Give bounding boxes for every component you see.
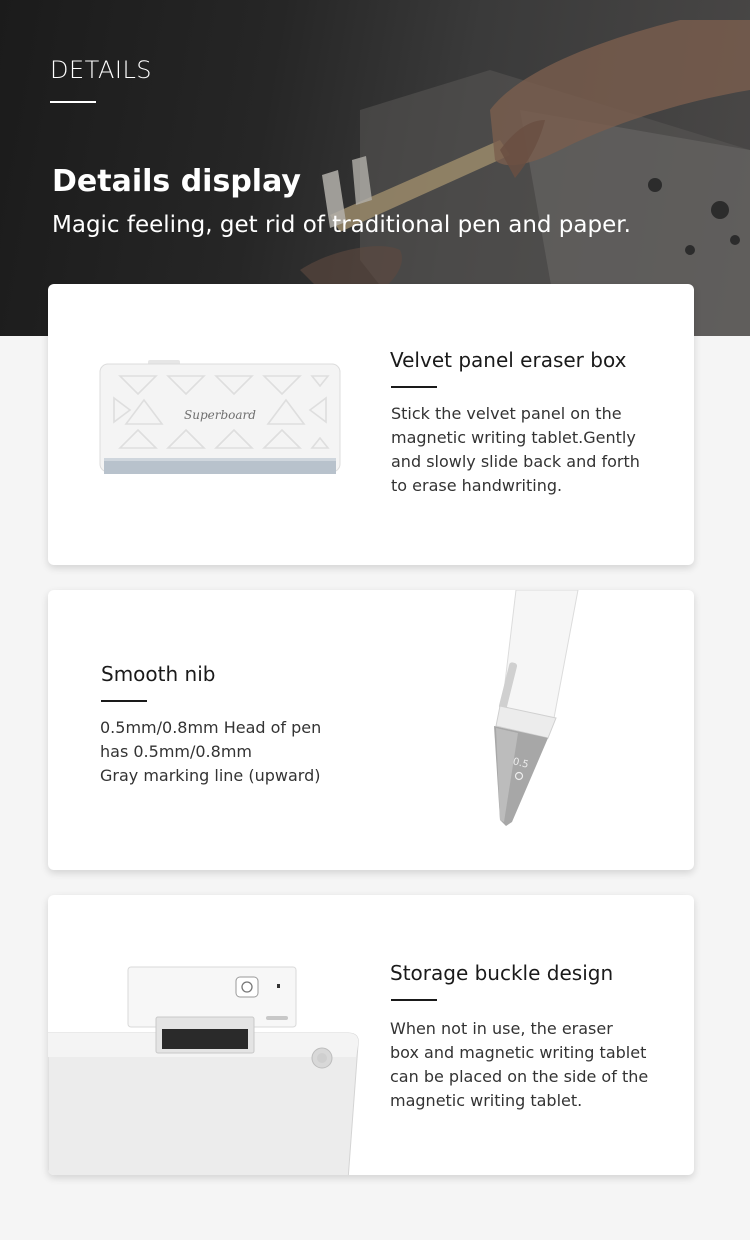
- section-tag: DETAILS: [50, 56, 153, 84]
- feature-title: Smooth nib: [101, 662, 216, 686]
- page-title: Details display: [52, 164, 301, 199]
- storage-buckle-image: [48, 965, 368, 1175]
- feature-title-underline: [101, 700, 147, 702]
- feature-title: Velvet panel eraser box: [390, 348, 627, 372]
- section-tag-underline: [50, 101, 96, 103]
- eraser-brand-label: Superboard: [184, 408, 256, 422]
- eraser-box-image: [96, 354, 346, 489]
- feature-card-storage: [48, 895, 694, 1175]
- feature-description: Stick the velvet panel on the magnetic writing tablet.Gently and slowly slide back and forth to erase handwriting.: [391, 404, 640, 495]
- feature-title-underline: [391, 386, 437, 388]
- pen-nib-image: [438, 590, 598, 840]
- feature-description: 0.5mm/0.8mm Head of pen has 0.5mm/0.8mm Gray marking line (upward): [100, 718, 322, 785]
- feature-description: When not in use, the eraser box and magnetic writing tablet can be placed on the side of the magnetic writing tablet.: [390, 1019, 649, 1110]
- feature-card-eraser: [48, 284, 694, 565]
- feature-title: Storage buckle design: [390, 961, 614, 985]
- page-subtitle: Magic feeling, get rid of traditional pen and paper.: [52, 212, 631, 238]
- nib-size-mark: 0.5: [511, 756, 530, 771]
- feature-title-underline: [391, 999, 437, 1001]
- feature-card-nib: [48, 590, 694, 870]
